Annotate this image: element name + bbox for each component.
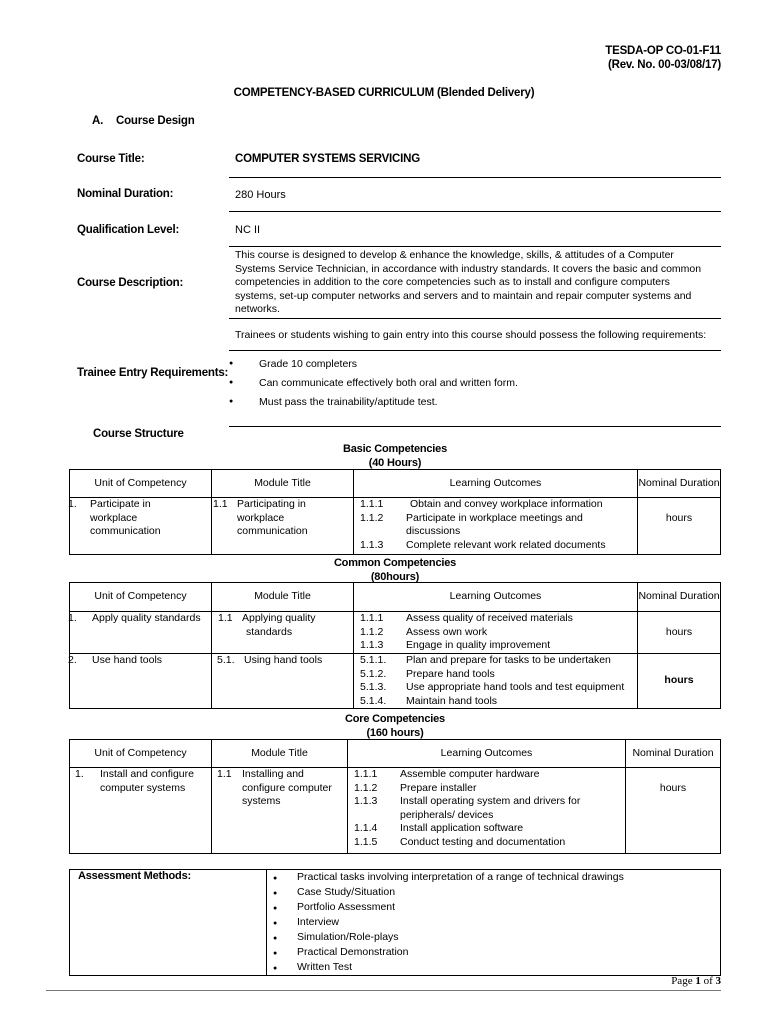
lo-number: 1.1.1: [360, 498, 384, 510]
lo-number: 1.1.3: [354, 795, 378, 808]
page-word: Page: [671, 975, 693, 987]
lo-text: Engage in quality improvement: [406, 639, 551, 652]
lo-number: [354, 809, 400, 823]
lo-text: Participate in workplace meetings and: [406, 511, 583, 524]
section-a-title: Course Design: [116, 115, 195, 127]
basic-competencies-table: [69, 469, 721, 555]
header-module: Module Title: [212, 470, 354, 498]
qualification-level-label: Qualification Level:: [77, 224, 180, 236]
trainee-entry-label: Trainee Entry Requirements:: [77, 367, 229, 379]
module-line: Applying quality: [242, 612, 316, 624]
assessment-methods-table: [69, 869, 721, 976]
of-word: of: [703, 975, 713, 987]
form-code: TESDA-OP CO-01-F11: [605, 45, 721, 57]
lo-number: 5.1.3.: [360, 681, 387, 694]
section-title: Core Competencies: [345, 713, 445, 725]
module-line: Using hand tools: [244, 654, 323, 666]
lo-text: Complete relevant work related documents: [406, 538, 606, 551]
assessment-item: ● Interview: [297, 915, 720, 930]
unit-cell: [70, 612, 212, 654]
module-number: 1.1: [217, 768, 232, 780]
lo-number: 1.1.3: [360, 538, 384, 551]
page-number: [671, 975, 721, 987]
module-line: standards: [246, 625, 293, 638]
divider: [229, 318, 721, 319]
table-row: [70, 612, 721, 654]
table-row: [70, 654, 721, 709]
unit-line: workplace: [90, 511, 138, 524]
description-line: competencies in addition to the core competencies such as to install and configure computers: [235, 276, 670, 289]
lo-text: Conduct testing and documentation: [400, 835, 566, 848]
learning-outcomes-cell: [348, 768, 626, 854]
current-page: 1: [695, 975, 701, 987]
lo-text: Install application software: [400, 822, 524, 835]
header-nominal-duration: Nominal Duration: [638, 470, 721, 498]
description-line: This course is designed to develop & enhance the knowledge, skills, & attitudes of a Computer: [235, 249, 674, 261]
lo-number: 1.1.2: [354, 781, 378, 794]
section-a-letter: A.: [92, 115, 104, 127]
duration-cell: hours: [626, 768, 721, 854]
divider: [229, 350, 721, 351]
entry-item: ● Can communicate effectively both oral and written form.: [259, 377, 518, 396]
section-title: Common Competencies: [333, 557, 457, 569]
module-cell: [212, 612, 354, 654]
core-competencies-table: [69, 739, 721, 854]
lo-number: 1.1.1: [360, 612, 384, 624]
lo-text: Maintain hand tools: [406, 694, 498, 707]
lo-number: 5.1.2.: [360, 667, 387, 680]
description-line: networks.: [235, 303, 280, 316]
module-line: Participating in: [237, 498, 306, 510]
header-learning-outcomes: Learning Outcomes: [354, 583, 638, 612]
course-structure-label: Course Structure: [93, 428, 184, 440]
duration-cell: hours: [638, 498, 721, 555]
entry-requirements-intro: Trainees or students wishing to gain entry into this course should possess the following requirements:: [235, 329, 707, 341]
section-hours: (160 hours): [366, 727, 424, 739]
table-row: [70, 498, 721, 555]
lo-text: Assess quality of received materials: [406, 612, 573, 624]
section-hours: (40 Hours): [368, 457, 422, 469]
unit-line: Apply quality standards: [92, 612, 201, 624]
unit-cell: [70, 498, 212, 555]
unit-cell: [70, 768, 212, 854]
course-description-text: [235, 249, 701, 317]
core-competencies-heading: [0, 712, 768, 740]
duration-cell: hours: [638, 612, 721, 654]
common-competencies-heading: [0, 556, 768, 584]
unit-line: computer systems: [100, 781, 186, 794]
lo-text: Assemble computer hardware: [400, 768, 540, 780]
course-title-value: COMPUTER SYSTEMS SERVICING: [235, 153, 421, 165]
lo-number: [360, 525, 406, 539]
common-competencies-table: [69, 582, 721, 709]
assessment-item: ● Simulation/Role-plays: [297, 930, 720, 945]
duration-cell: hours: [638, 654, 721, 709]
assessment-methods-cell: [267, 870, 721, 976]
table-row: [70, 768, 721, 854]
lo-text: Install operating system and drivers for: [400, 795, 581, 808]
divider: [229, 211, 721, 212]
row-number: 2.: [68, 654, 77, 666]
module-number: 1.1: [213, 498, 228, 510]
divider: [229, 246, 721, 247]
document-title: COMPETENCY-BASED CURRICULUM (Blended Delivery): [233, 87, 535, 99]
assessment-item: ● Written Test: [297, 960, 720, 975]
assessment-item: ● Practical Demonstration: [297, 945, 720, 960]
section-title: Basic Competencies: [343, 443, 447, 455]
assessment-methods-label: Assessment Methods:: [70, 870, 267, 976]
lo-number: 1.1.1: [354, 768, 378, 780]
divider: [229, 426, 721, 427]
module-cell: [212, 498, 354, 555]
qualification-level-value: NC II: [235, 224, 261, 236]
entry-item: ● Must pass the trainability/aptitude test.: [259, 396, 518, 415]
row-number: 1.: [75, 768, 84, 780]
assessment-item: ● Case Study/Situation: [297, 885, 720, 900]
unit-line: Participate in: [90, 498, 151, 510]
lo-number: 5.1.1.: [360, 654, 387, 666]
course-title-label: Course Title:: [77, 153, 145, 165]
module-number: 5.1.: [217, 654, 235, 666]
footer-rule: [46, 990, 721, 991]
lo-text: Obtain and convey workplace information: [410, 498, 603, 510]
description-line: Systems Service Technician, in accordance with industry standards. It covers the basic and common: [235, 262, 702, 275]
lo-text: discussions: [406, 525, 461, 538]
module-cell: [212, 654, 354, 709]
unit-cell: [70, 654, 212, 709]
nominal-duration-label: Nominal Duration:: [77, 188, 174, 200]
module-number: 1.1: [218, 612, 233, 624]
total-pages: 3: [715, 975, 721, 987]
lo-number: 1.1.2: [360, 511, 384, 524]
entry-requirements-list: [259, 358, 518, 415]
description-line: systems, set-up computer networks and servers and to maintain and repair computer systems and: [235, 289, 692, 302]
lo-text: Plan and prepare for tasks to be undertaken: [406, 654, 611, 666]
header-nominal-duration: Nominal Duration: [626, 740, 721, 768]
module-line: workplace: [237, 511, 285, 524]
header-unit: Unit of Competency: [70, 740, 212, 768]
unit-line: communication: [90, 525, 161, 537]
lo-text: peripherals/ devices: [400, 808, 494, 821]
lo-text: Assess own work: [406, 625, 488, 638]
lo-text: Prepare installer: [400, 781, 477, 794]
course-description-label: Course Description:: [77, 277, 184, 289]
learning-outcomes-cell: [354, 654, 638, 709]
lo-number: 5.1.4.: [360, 694, 387, 707]
assessment-item: ● Practical tasks involving interpretation of a range of technical drawings: [297, 870, 720, 885]
lo-number: 1.1.4: [354, 822, 378, 835]
lo-number: 1.1.2: [360, 625, 384, 638]
lo-text: Prepare hand tools: [406, 667, 495, 680]
header-unit: Unit of Competency: [70, 470, 212, 498]
divider: [229, 177, 721, 178]
header-learning-outcomes: Learning Outcomes: [354, 470, 638, 498]
lo-text: Use appropriate hand tools and test equipment: [406, 681, 625, 694]
header-unit: Unit of Competency: [70, 583, 212, 612]
header-module: Module Title: [212, 740, 348, 768]
unit-line: Install and configure: [100, 768, 194, 780]
module-line: communication: [237, 525, 308, 537]
learning-outcomes-cell: [354, 612, 638, 654]
row-number: 1.: [68, 498, 77, 510]
row-number: 1.: [68, 612, 77, 624]
header-module: Module Title: [212, 583, 354, 612]
module-line: Installing and: [242, 768, 304, 780]
header-nominal-duration: Nominal Duration: [638, 583, 721, 612]
form-header: [605, 44, 721, 72]
revision-number: (Rev. No. 00-03/08/17): [608, 59, 721, 71]
learning-outcomes-cell: [354, 498, 638, 555]
header-learning-outcomes: Learning Outcomes: [348, 740, 626, 768]
lo-number: 1.1.3: [360, 639, 384, 652]
module-cell: [212, 768, 348, 854]
nominal-duration-value: 280 Hours: [235, 189, 286, 201]
basic-competencies-heading: [0, 442, 768, 470]
module-line: configure computer: [242, 781, 332, 794]
entry-item: ● Grade 10 completers: [259, 358, 518, 377]
assessment-methods-list: [267, 870, 720, 975]
lo-number: 1.1.5: [354, 835, 378, 848]
assessment-item: ● Portfolio Assessment: [297, 900, 720, 915]
module-line: systems: [242, 795, 281, 807]
section-hours: (80hours): [370, 571, 420, 583]
unit-line: Use hand tools: [92, 654, 163, 666]
